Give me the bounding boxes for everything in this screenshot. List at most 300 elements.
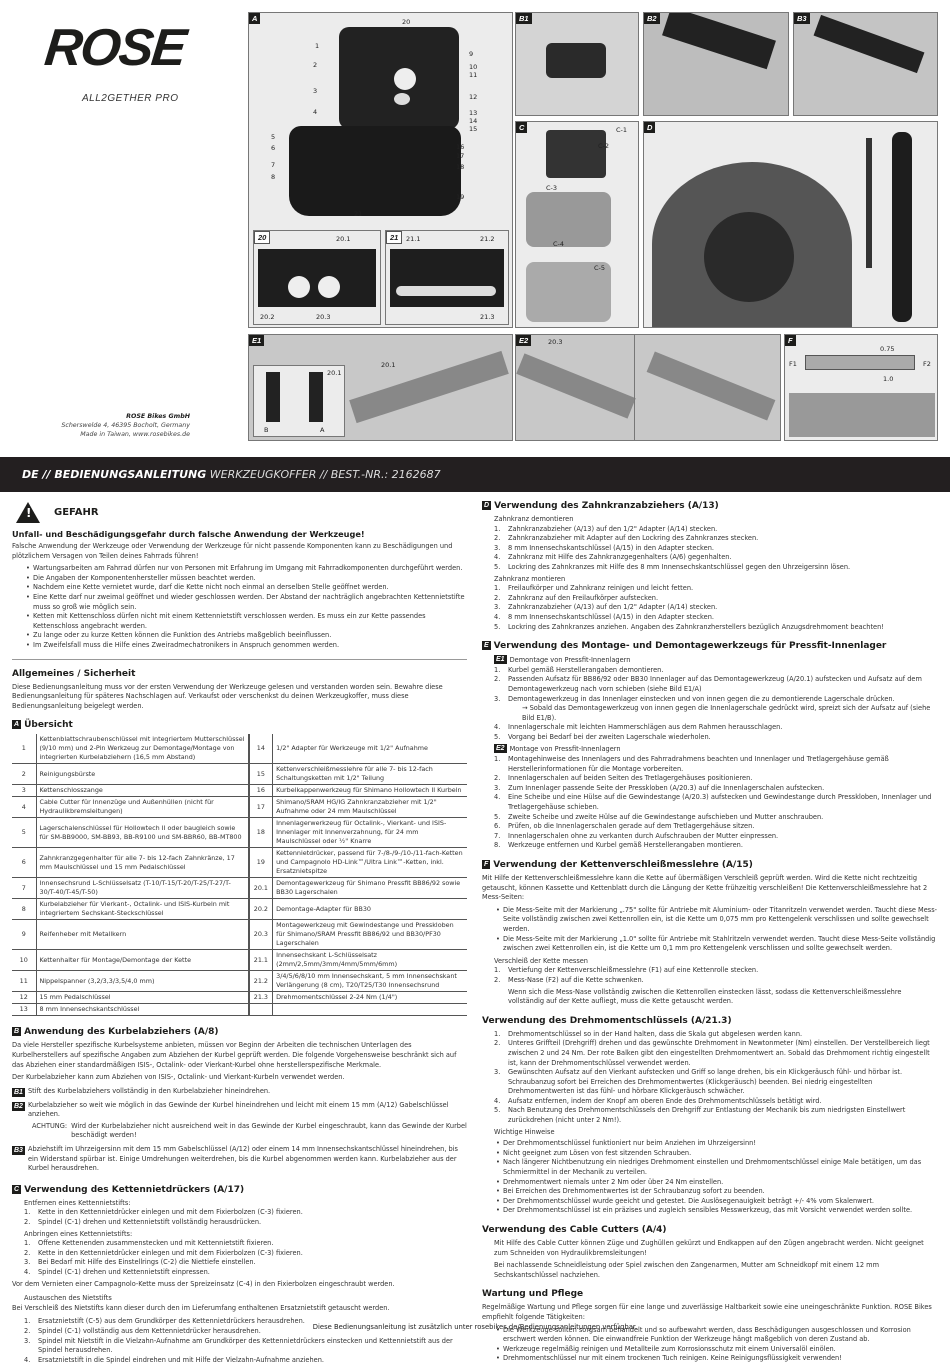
item-number: 10 (12, 950, 36, 971)
item-number: 20.3 (249, 920, 273, 950)
callout: 10 (469, 63, 478, 71)
pressfit-heading (482, 640, 938, 652)
divider (634, 335, 635, 441)
callout: F1 (789, 360, 797, 368)
callout: 21.3 (480, 313, 495, 321)
list-item (494, 1030, 938, 1040)
item-text: Innenlagerschalen ohne zu verkanten durch Aufschrauben der Mutter einpressen. (508, 831, 779, 840)
list-item (24, 1239, 467, 1249)
item-description: Kettennietdrücker, passend für 7-/8-/9-/10-/11-fach-Ketten und Campagnolo HD-Link™/Ultra Link™-Ketten, inkl. Ersatznietspitze (273, 848, 467, 878)
figure-b2 (643, 12, 789, 116)
overview-heading (12, 719, 467, 731)
item-text: Montagehinweise des Innenlagers und des Fahrradrahmens beachten und Innenlager und Tretlagergehäuse gemäß Herstellerinformationen für die Montage vorbereiten. (508, 755, 889, 773)
callout: 18 (456, 163, 465, 171)
item-text: Innenlagerschale mit leichten Hammerschlägen aus dem Rahmen herausschlagen. (508, 723, 783, 732)
callout: 12 (469, 93, 478, 101)
subheading: Zahnkranz montieren (494, 574, 566, 583)
pressfit-e2-steps (494, 755, 938, 851)
item-description: Demontage-Adapter für BB30 (273, 899, 467, 920)
callout: 6 (271, 144, 276, 152)
list-item: • Der Drehmomentschlüssel ist ein präzises und zugleich sensibles Messwerkzeug, das mit Vorsicht verwendet werden sollte. (496, 1206, 938, 1216)
list-item (494, 813, 938, 823)
list-item (494, 723, 938, 733)
item-text: Nach Benutzung des Drehmomentschlüssels den Drehgriff zur Entlastung der Mechanik bis zum niedrigsten Einstellwert zurückdrehen (nicht unter 2 Nm!). (508, 1106, 906, 1125)
item-number: 1. (494, 755, 501, 764)
callout: A (320, 426, 325, 434)
item-number: 4. (24, 1268, 31, 1276)
wear-text: Mit Hilfe der Kettenverschleißmesslehre kann die Kette auf übermäßigen Verschleiß geprüft werden. Wird die Kette nicht rechtzeitig getauscht, können Kassette und Kettenblatt durch die Längung der Kette frühzeitig verschleißen! Die Kettenverschleißmesslehre hat 2 Mess-Seiten: (482, 874, 928, 902)
item-text: Eine Scheibe und eine Hülse auf die Gewindestange (A/20.3) aufstecken und Gewindestange durch Presskloben, Innenlager und Tretlagergehäuse schieben. (508, 793, 932, 812)
item-number: 2. (494, 975, 501, 984)
figure-a (248, 12, 513, 328)
cassette-image (704, 212, 794, 302)
item-number: 16 (249, 785, 273, 797)
item-number: 21.1 (249, 950, 273, 971)
step-badge: B2 (14, 1102, 23, 1110)
item-description: Nippelspanner (3,2/3,3/3,5/4,0 mm) (36, 971, 249, 992)
item-number: 5 (12, 818, 36, 848)
item-number: 20.2 (249, 899, 273, 920)
remover-b-image (266, 372, 280, 422)
figure-b3 (793, 12, 938, 116)
callout: 20.1 (336, 235, 351, 243)
crank-p1: Da viele Hersteller spezifische Kurbelsysteme anbieten, müssen vor Beginn der Arbeiten die technischen Unterlagen des Kurbelherstellers auf spezifische Angaben zum Abziehen der Kurbel geprüft werden. Die folgende Vorgehensweise beschränkt sich auf das Abziehen einer standardmäßigen ISIS-, Octalink- oder Vierkant-Kurbel ohne herstellerspezifische Merkmale. (12, 1041, 457, 1069)
step-text: Kurbelabzieher so weit wie möglich in das Gewinde der Kurbel hineindrehen und leicht mit einem 15 mm (A/12) Gabelschlüssel anziehen. (27, 1100, 449, 1119)
item-number: 5. (494, 812, 501, 821)
e1-title: Demontage von Pressfit-Innenlagern (509, 656, 631, 665)
item-number: 1. (494, 665, 501, 674)
subheading (494, 655, 938, 666)
callout: 16 (456, 143, 465, 151)
item-number: 8. (494, 841, 501, 850)
item-number: 19 (249, 848, 273, 878)
crank-step (12, 1087, 467, 1097)
item-number: 1 (12, 734, 36, 764)
item-number: 21.3 (249, 992, 273, 1004)
item-number: 3. (24, 1336, 31, 1345)
item-number: 3. (494, 603, 501, 612)
table-row (12, 764, 467, 785)
callout: C-4 (553, 240, 565, 248)
item-number: 1. (494, 584, 501, 593)
figure-label: B1 (516, 13, 532, 24)
torque-steps (494, 1030, 938, 1126)
right-column (482, 500, 938, 1367)
item-number: 3 (12, 785, 36, 797)
item-number: 1. (494, 524, 501, 533)
item-number: 2. (24, 1218, 31, 1227)
item-description: Zahnkranzgegenhalter für alle 7- bis 12-fach Zahnkränze, 17 mm Maulschlüssel und 15 mm Pedalschlüssel (36, 848, 249, 878)
item-number: 5. (494, 562, 501, 571)
warning-label: ACHTUNG: (32, 1121, 68, 1130)
list-item: • Eine Kette darf nur zweimal geöffnet und wieder geschlossen werden. Der Abstand der nachträglich angebrachten Kettennietstifte muss so groß wie möglich sein. (26, 593, 467, 612)
callout: 19 (456, 193, 465, 201)
callout: F2 (923, 360, 931, 368)
figure-e1 (248, 334, 513, 441)
toolcase-base-image (289, 126, 461, 216)
item-text: Passenden Aufsatz für BB86/92 oder BB30 Innenlager auf das Demontagewerkzeug (A/20.1) aufstecken und Aufsatz auf dem Demontagewerkzeug nach vorn schieben (siehe Bild E1/A) (508, 675, 922, 693)
item-number: 9 (12, 920, 36, 950)
chain-title: Verwendung des Kettennietdrückers (A/17) (24, 1184, 245, 1195)
chain-attach-steps (24, 1239, 467, 1277)
callout: 21 (354, 210, 363, 218)
item-text: Gewünschten Aufsatz auf den Vierkant aufstecken und Griff so lange drehen, bis ein Klickgeräusch fühl- und hörbar ist. Schraubanzug sofort bei Erreichen des Drehmomentwertes (Klickgeräusch) beenden. Bei niedrig eingestellten Drehmomentwerten ist das fühl- und hörbare Klickgeräusch schwächer. (508, 1068, 903, 1096)
crank-image (662, 12, 776, 69)
list-item (494, 563, 938, 573)
item-number: 21.2 (249, 971, 273, 992)
company-address: Scherswelde 4, 46395 Bocholt, Germany (61, 422, 190, 429)
list-item (494, 774, 938, 784)
subheading: Entfernen eines Kettennietstifts: (24, 1198, 131, 1207)
item-text: Demontagewerkzeug in das Innenlager einstecken und von innen gegen die zu demontierende Lagerschale drücken. → Sobald das Demontagewerkzeug von innen gegen die Innenlagerschale gedrückt wird, spreizt sich der Aufsatz auf (siehe Bild E1/B). (508, 695, 938, 724)
chain-tool-image (546, 130, 606, 178)
warning-icon: ! (16, 502, 40, 523)
figure-label: 20 (254, 231, 270, 244)
subheading: Verschleiß der Kette messen (494, 956, 588, 965)
item-description: Innensechskant L-Schlüsselsatz (2mm/2,5mm/3mm/4mm/5mm/6mm) (273, 950, 467, 971)
table-row (12, 797, 467, 818)
callout: 15 (469, 125, 478, 133)
figure-a-21 (385, 230, 509, 325)
list-item: • Drehmomentschlüssel nur mit einem trockenen Tuch reinigen. Keine Reinigungsflüssigkeit verwenden! (496, 1354, 938, 1364)
wear-heading (482, 859, 938, 871)
item-number: 4 (12, 797, 36, 818)
item-text: Mess-Nase (F2) auf die Kette schwenken. (508, 975, 644, 984)
item-number: 8 (12, 899, 36, 920)
subheading (494, 744, 938, 755)
item-description: 1/2" Adapter für Werkzeuge mit 1/2" Aufnahme (273, 734, 467, 764)
item-description: Shimano/SRAM HG/IG Zahnkranzabzieher mit 1/2" Aufnahme oder 24 mm Maulschlüssel (273, 797, 467, 818)
bike-frame-image (349, 351, 509, 423)
callout: 20.2 (260, 313, 275, 321)
item-number: 7. (494, 831, 501, 840)
model-name: ALL2GETHER PRO (82, 93, 179, 104)
item-text: Zahnkranz mit Hilfe des Zahnkranzgegenhalters (A/6) gegenhalten. (508, 553, 732, 562)
table-row (12, 992, 467, 1004)
item-text: Spindel (C-1) drehen und Kettennietstift einpressen. (38, 1268, 210, 1276)
item-number: 4. (24, 1355, 31, 1364)
chain-checker-on-chain-image (789, 393, 935, 437)
item-description: Reifenheber mit Metallkern (36, 920, 249, 950)
step-badge: E2 (496, 745, 505, 753)
item-text: Zahnkranzabzieher (A/13) auf den 1/2" Adapter (A/14) stecken. (508, 603, 718, 612)
table-row (12, 818, 467, 848)
cutter-p1: Mit Hilfe des Cable Cutter können Züge und Zughüllen gekürzt und Endkappen auf den Zügen angebracht werden. Nicht geeignet zum Schneiden von Hydraulikbremsleitungen! (494, 1239, 924, 1257)
item-number: 1. (494, 1029, 501, 1038)
step-badge: E1 (496, 656, 505, 664)
item-number: 2. (24, 1326, 31, 1335)
bike-frame-image (516, 353, 636, 418)
section-badge: D (484, 502, 490, 509)
item-description: Kettenhalter für Montage/Demontage der Kette (36, 950, 249, 971)
list-item (494, 695, 938, 724)
list-item (24, 1258, 467, 1268)
item-number: 15 (249, 764, 273, 785)
item-description: Drehmomentschlüssel 2-24 Nm (1/4") (273, 992, 467, 1004)
list-item (494, 544, 938, 554)
callout: C-3 (546, 184, 558, 192)
company-info (60, 412, 190, 439)
list-item: • Der Drehmomentschlüssel wurde geeicht und getestet. Die Auslösegenauigkeit beträgt +/- 4% vom Skalenwert. (496, 1197, 938, 1207)
pressfit-title: Verwendung des Montage- und Demontagewerkzeugs für Pressfit-Innenlager (493, 641, 887, 652)
step-badge: B1 (14, 1088, 23, 1096)
item-number (249, 1004, 273, 1016)
crank-step (12, 1145, 467, 1174)
item-number: 12 (12, 992, 36, 1004)
item-description: Lagerschalenschlüssel für Hollowtech II oder baugleich sowie für SM-BB9000, SM-BB93, BB-R9100 und SM-BBR60, BB-MT800 (36, 818, 249, 848)
item-text: Unteres Griffteil (Drehgriff) drehen und das gewünschte Drehmoment in Newtonmeter (Nm) einstellen. Der Verstellbereich liegt zwischen 2 und 24 Nm. Der rote Balken gibt den eingestellten Drehmomentwert an. Sobald das Drehmoment richtig eingestellt ist, kann der Drehmomentschlüssel verwendet werden. (508, 1039, 930, 1067)
figure-label: B2 (644, 13, 660, 24)
general-heading: Allgemeines / Sicherheit (12, 668, 136, 679)
callout: C-2 (598, 142, 610, 150)
callout: 21.2 (480, 235, 495, 243)
section-badge: E (484, 642, 489, 650)
item-text: Vertiefung der Kettenverschleißmesslehre (F1) auf eine Kettenrolle stecken. (508, 966, 759, 975)
item-text: Prüfen, ob die Innenlagerschalen gerade auf dem Tretlagergehäuse sitzen. (508, 822, 755, 831)
item-number: 1. (24, 1239, 31, 1248)
item-number: 2 (12, 764, 36, 785)
divider (12, 659, 467, 660)
list-item (24, 1249, 467, 1259)
figure-label: E1 (249, 335, 264, 346)
item-number: 18 (249, 818, 273, 848)
figure-label: 21 (386, 231, 402, 244)
step-text: Abziehstift im Uhrzeigersinn mit dem 15 mm Gabelschlüssel (A/12) oder einem 14 mm Innensechskantschlüssel hineindrehen, bis ein Widerstand spürbar ist. Einige Umdrehungen weiterdrehen, bis die Kurbel abgenommen werden kann. Kurbelabzieher aus der Kurbel herausdrehen. (27, 1145, 458, 1173)
list-item (24, 1356, 467, 1366)
item-text: Werkzeuge entfernen und Kurbel gemäß Herstellerangaben montieren. (508, 841, 743, 850)
danger-text: Falsche Anwendung der Werkzeuge oder Verwendung der Werkzeuge für nicht passende Komponenten kann zu Beschädigungen und plötzlichem Versagen von Teilen deines Fahrrads führen! (12, 542, 453, 560)
subheading: Wichtige Hinweise (494, 1127, 555, 1136)
item-text: Lockring des Zahnkranzes anziehen. Angaben des Zahnkranzherstellers bezüglich Anzugsdrehmoment beachten! (508, 622, 884, 631)
cutter-p2: Bei nachlassende Schneidleistung oder Spiel zwischen den Zangenarmen, Mutter am Schneidkopf mit einem 12 mm Sechskantschlüssel nachziehen. (494, 1261, 879, 1279)
item-text: Vorgang bei Bedarf bei der zweiten Lagerschale wiederholen. (508, 732, 711, 741)
wear-title: Verwendung der Kettenverschleißmesslehre (A/15) (493, 860, 753, 870)
chain-whip-image (892, 132, 912, 322)
item-text: Kurbel gemäß Herstellerangaben demontieren. (508, 665, 664, 674)
figure-e2 (515, 334, 781, 441)
list-item (24, 1208, 467, 1218)
item-number: 17 (249, 797, 273, 818)
list-item (494, 613, 938, 623)
chain-checker-image (805, 355, 915, 370)
callout: 14 (469, 117, 478, 125)
list-item (24, 1337, 467, 1356)
hex-key-image (866, 138, 872, 268)
item-text: Zweite Scheibe und zweite Hülse auf die Gewindestange aufschieben und Mutter anschrauben. (508, 812, 824, 821)
list-item: • Die Angaben der Komponentenhersteller müssen beachtet werden. (26, 574, 467, 584)
remover-a-image (309, 372, 323, 422)
list-item (494, 1039, 938, 1068)
item-number: 5. (494, 1106, 501, 1115)
callout: 7 (271, 161, 276, 169)
crank-puller-image (546, 43, 606, 78)
item-number: 11 (12, 971, 36, 992)
rose-logo: ROSE (41, 19, 188, 77)
list-item (494, 733, 938, 743)
item-number: 6 (12, 848, 36, 878)
company-name: ROSE Bikes GmbH (126, 413, 190, 420)
callout: 13 (469, 109, 478, 117)
callout: 20.1 (381, 361, 396, 369)
item-text: Ersatznietstift in die Spindel eindrehen und mit Hilfe der Vielzahn-Aufnahme anziehen. (38, 1355, 324, 1364)
list-item (24, 1268, 467, 1278)
cassette-mount-steps (494, 584, 938, 632)
item-description: Kettenschlosszange (36, 785, 249, 797)
product-title: WERKZEUGKOFFER // BEST.-NR.: 2162687 (209, 468, 441, 481)
item-number: 4. (494, 612, 501, 621)
item-number: 1. (24, 1208, 31, 1217)
item-description: Demontagewerkzeug für Shimano Pressfit BB86/92 sowie BB30 Lagerschalen (273, 878, 467, 899)
figure-label: A (249, 13, 260, 24)
pressfit-tools-image (258, 249, 376, 307)
figure-c (515, 121, 639, 328)
item-text: Drehmomentschlüssel so in der Hand halten, dass die Skala gut abgelesen werden kann. (508, 1029, 803, 1038)
table-row (12, 848, 467, 878)
figure-label: E2 (516, 335, 531, 346)
list-item: • Nachdem eine Kette vernietet wurde, darf die Kette nicht noch einmal an derselben Stelle geöffnet werden. (26, 583, 467, 593)
item-description: 15 mm Pedalschlüssel (36, 992, 249, 1004)
figure-label: B3 (794, 13, 810, 24)
item-text: Bei Bedarf mit Hilfe des Einstellrings (C-2) die Niettiefe einstellen. (38, 1258, 256, 1267)
item-description: Innenlagerwerkzeug für Octalink-, Vierkant- und ISIS-Innenlager mit Innenverzahnung, für 24 mm Maulschlüssel oder ½" Knarre (273, 818, 467, 848)
item-text: Zum Innenlager passende Seite der Presskloben (A/20.3) auf die Innenlagerschalen aufstecken. (508, 783, 825, 792)
list-item (494, 553, 938, 563)
callout: C-1 (616, 126, 628, 134)
item-text: Aufsatz entfernen, indem der Knopf am oberen Ende des Drehmomentschlüssels betätigt wird. (508, 1096, 822, 1105)
press-block-image (288, 276, 310, 298)
torque-notes (496, 1139, 938, 1216)
chain-heading (12, 1184, 467, 1196)
item-text: Kette in den Kettennietdrücker einlegen und mit dem Fixierbolzen (C-3) fixieren. (38, 1248, 303, 1257)
item-description: Kettenblattschraubenschlüssel mit integriertem Mutterschlüssel (9/10 mm) und 2-Pin Werkzeug zur Demontage/Montage von integrierten Kurbelabziehern (16,5 mm Abstand) (36, 734, 249, 764)
general-text: Diese Bedienungsanleitung muss vor der ersten Verwendung der Werkzeuge gelesen und verstanden worden sein. Bewahre diese Bedienungsanleitung für späteres Nachschlagen auf. Verkaufst oder verschenkst du deinen Werkzeugkoffer, muss diese Bedienungsanleitung beigelegt werden. (12, 682, 443, 710)
item-number: 2. (494, 593, 501, 602)
danger-title: GEFAHR (54, 507, 99, 518)
list-item (494, 584, 938, 594)
danger-heading: Unfall- und Beschädigungsgefahr durch falsche Anwendung der Werkzeuge! (12, 529, 365, 539)
chain-remove-steps (24, 1208, 467, 1227)
list-item (494, 1068, 938, 1097)
list-item: • Zu lange oder zu kurze Ketten können die Funktion des Antriebs maßgeblich beeinflussen. (26, 631, 467, 641)
item-number: 4. (494, 1096, 501, 1105)
callout: 20.1 (327, 369, 342, 377)
arrow-icon: → (522, 704, 530, 713)
callout: 0.75 (880, 345, 895, 353)
list-item (494, 603, 938, 613)
callout: C-5 (594, 264, 606, 272)
crank-warning (32, 1122, 467, 1141)
step-badge: B3 (14, 1147, 23, 1155)
item-text: Spindel (C-1) vollständig aus dem Kettennietdrücker herausdrehen. (38, 1326, 261, 1335)
chain-campa-note: Vor dem Vernieten einer Campagnolo-Kette muss der Spreizeinsatz (C-4) in den Fixierbolzen eingeschraubt werden. (12, 1279, 395, 1288)
list-item: • Der Drehmomentschlüssel funktioniert nur beim Anziehen im Uhrzeigersinn! (496, 1139, 938, 1149)
list-item: • Im Zweifelsfall muss die Hilfe eines Zweiradmechatronikers in Anspruch genommen werden. (26, 641, 467, 651)
callout: 20.3 (548, 338, 563, 346)
manual-title: DE // BEDIENUNGSANLEITUNG (22, 468, 207, 481)
list-item (494, 784, 938, 794)
subheading: Austauschen des Nietstifts (24, 1294, 112, 1303)
item-text: Freilaufkörper und Zahnkranz reinigen und leicht fetten. (508, 584, 694, 593)
list-item (494, 832, 938, 842)
list-item: • Nicht geeignet zum Lösen von fest sitzenden Schrauben. (496, 1149, 938, 1159)
e2-title: Montage von Pressfit-Innenlagern (509, 745, 621, 754)
item-number: 3. (494, 543, 501, 552)
list-item: • Die Mess-Seite mit der Markierung „1.0" sollte für Antriebe mit Stahlritzeln verwendet werden. Taucht diese Mess-Seite vollständig zwischen zwei Kettenrollen ein, ist die Kette um 0,1 mm pro Kettengelenk verschlissen und sollte gewechselt werden. (496, 935, 938, 954)
list-item (494, 525, 938, 535)
figure-label: F (785, 335, 796, 346)
table-row (12, 920, 467, 950)
item-number: 4. (494, 553, 501, 562)
company-made: Made in Taiwan, www.rosebikes.de (80, 431, 190, 438)
warning-text: Wird der Kurbelabzieher nicht ausreichend weit in das Gewinde der Kurbel eingeschraubt, kann das Gewinde der Kurbel beschädigt werden! (71, 1121, 467, 1140)
callout: 9 (469, 50, 474, 58)
callout: 1 (315, 42, 320, 50)
wrench-image (814, 15, 925, 73)
section-badge: F (484, 861, 489, 868)
list-item (494, 793, 938, 812)
overview-title: Übersicht (24, 720, 73, 731)
callout: 17 (456, 152, 465, 160)
item-number: 13 (12, 1004, 36, 1016)
cassette-title: Verwendung des Zahnkranzabziehers (A/13) (494, 501, 719, 511)
callout: 21.1 (406, 235, 421, 243)
tool-disc-image (394, 93, 410, 105)
list-item: • Wartungsarbeiten am Fahrrad dürfen nur von Personen mit Erfahrung im Umgang mit Fahrradkomponenten durchgeführt werden. (26, 564, 467, 574)
table-row (12, 1004, 467, 1016)
list-item: • Werkzeuge regelmäßig reinigen und Metallteile zum Korrosionsschutz mit einem Universalöl einölen. (496, 1345, 938, 1355)
item-number: 6. (494, 822, 501, 831)
item-number: 2. (494, 675, 501, 684)
item-description: Kettenverschleißmesslehre für alle 7- bis 12-fach Schaltungsketten mit 1/2" Teilung (273, 764, 467, 785)
list-item: • Ketten mit Kettenschloss dürfen nicht mit einem Kettennietstift verschlossen werden. Es muss ein zur Kette passendes Kettenschloss angebracht werden. (26, 612, 467, 631)
list-item (24, 1218, 467, 1228)
item-text: Innenlagerschalen auf beiden Seiten des Tretlagergehäuses positionieren. (508, 774, 753, 783)
item-number: 4. (494, 723, 501, 732)
section-badge: A (14, 721, 20, 729)
callout: 1.0 (883, 375, 894, 383)
item-description: 3/4/5/6/8/10 mm Innensechskant, 5 mm Innensechskant Verlängerung (8 cm), T20/T25/T30 Innensechsrund (273, 971, 467, 992)
callout: 2 (313, 61, 318, 69)
list-item: • Die Mess-Seite mit der Markierung „.75" sollte für Antriebe mit Aluminium- oder Titanritzeln verwendet werden. Taucht diese Mess-Seite vollständig zwischen zwei Kettenrollen ein, ist die Kette um 0,075 mm pro Kettengelenk verschlissen und sollte gewechselt werden. (496, 906, 938, 935)
subheading: Anbringen eines Kettennietstifts: (24, 1229, 133, 1238)
figure-b1 (515, 12, 639, 116)
callout: B (264, 426, 269, 434)
list-item (494, 755, 938, 774)
callout: 20 (402, 18, 411, 26)
table-row (12, 971, 467, 992)
list-item: • Die Werkzeuge sollten sorgsam behandelt und so aufbewahrt werden, dass Beschädigungen ausgeschlossen und Korrosion erschwert werden können. Die einwandfreie Funktion der Werkzeuge hängt maßgeblich von deren Zustand ab. (496, 1326, 938, 1345)
chain-tool-hands-image (526, 192, 611, 247)
callout: 20.3 (316, 313, 331, 321)
list-item (494, 976, 938, 986)
wear-measure-steps (494, 966, 938, 985)
step-text: Stift des Kurbelabziehers vollständig in den Kurbelabzieher hineindrehen. (27, 1086, 271, 1095)
list-item (494, 594, 938, 604)
list-item: • Nach längerer Nichtbenutzung ein niedriges Drehmoment einstellen und Drehmomentschlüssel einige Male betätigen, um das Schmiermittel in der Mechanik zu verteilen. (496, 1158, 938, 1177)
callout: 8 (271, 173, 276, 181)
item-text: Offene Kettenenden zusammenstecken und mit Kettennietstift fixieren. (38, 1239, 274, 1248)
pressfit-e1-steps (494, 666, 938, 743)
item-text: Kette in den Kettennietdrücker einlegen und mit dem Fixierbolzen (C-3) fixieren. (38, 1208, 303, 1217)
item-text: Zahnkranzabzieher mit Adapter auf den Lockring des Zahnkranzes stecken. (508, 534, 759, 543)
torque-heading: Verwendung des Drehmomentschlüssels (A/21.3) (482, 1015, 732, 1026)
callout: 11 (469, 71, 478, 79)
list-item (494, 534, 938, 544)
item-number: 3. (494, 783, 501, 792)
left-column (12, 500, 467, 1367)
item-description: Montagewerkzeug mit Gewindestange und Presskloben für Shimano/SRAM Pressfit BB86/92 und BB30/PF30 Lagerschalen (273, 920, 467, 950)
cassette-remove-steps (494, 525, 938, 573)
